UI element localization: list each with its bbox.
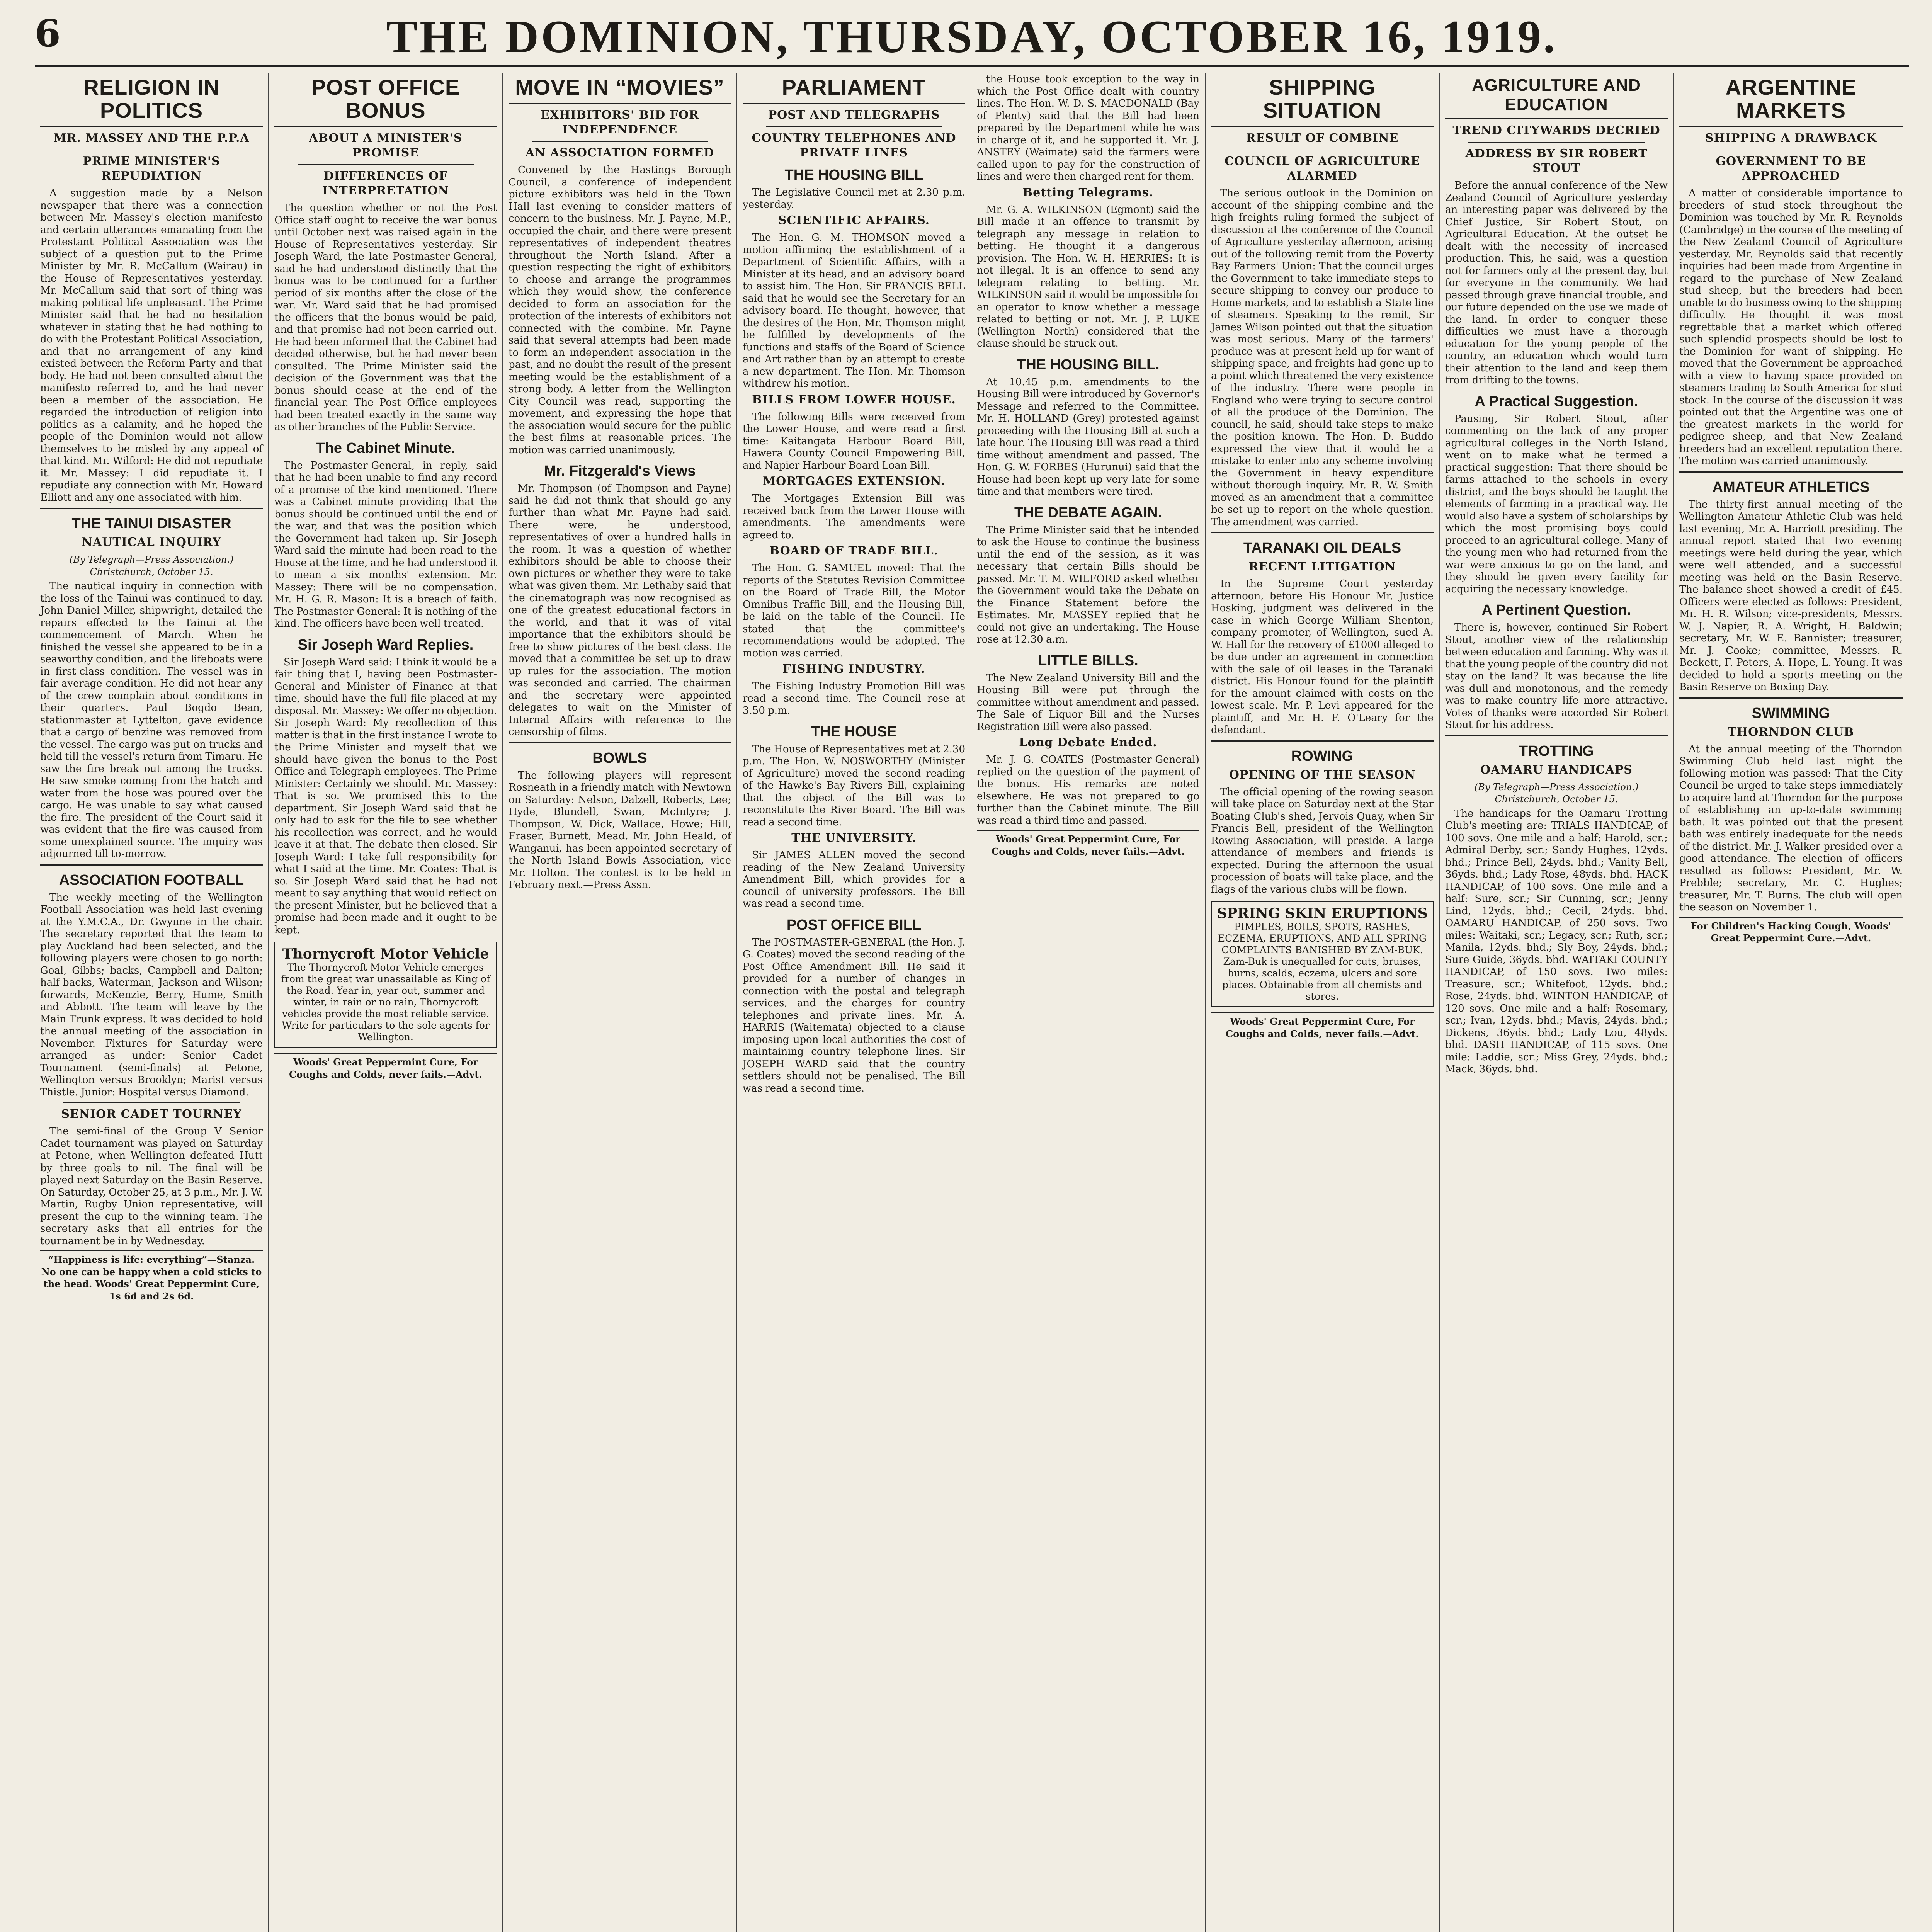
advertisement: Woods' Great Peppermint Cure, For Coughs and Colds, never fails.—Advt.	[977, 830, 1199, 857]
article-body: The House of Representatives met at 2.30 p.m. The Hon. W. NOSWORTHY (Minister of Agriculture) moved the second reading of the Hawke's Bay Rivers Bill, explaining that the object of the Bill was to reconstitute the River Board. The Bill was read a second time.	[743, 743, 965, 828]
article-body: The nautical inquiry in connection with the loss of the Tainui was continued to-day. John Daniel Miller, shipwright, detailed the repairs effected to the Tainui at the commencement of March. When he finished the vessel she appeared to be in a seaworthy condition, and the lifeboats were in first-class condition. The vessel was in fair average condition. He did not hear any of the crew complain about conditions in their quarters. Paul Bogdo Bean, stationmaster at Lyttelton, gave evidence that a cargo of benzine was removed from the vessel. The cargo was put on trucks and held till the vessel's return from Timaru. He saw the fire break out among the trucks. He saw smoke coming from the hatch and water from the hose was poured over the cargo. He was unable to say what caused the fire. The president of the Court said it was evident that the fire was caused from some unexplained source. The inquiry was adjourned till to-morrow.	[40, 580, 263, 860]
column-2	[269, 73, 503, 1932]
headline-trotting: TROTTING	[1519, 743, 1594, 759]
article-body: In the Supreme Court yesterday afternoon, before His Honour Mr. Justice Hosking, judgment was delivered in the case in which George William Shenton, company promoter, of Wellington, sued A. W. Hall for the recovery of £1000 alleged to be due under an agreement in connection with the sale of oil leases in the Taranaki district. His Honour found for the plaintiff for the amount claimed with costs on the lowest scale. Mr. P. Levi appeared for the plaintiff, and Mr. H. F. O'Leary for the defendant.	[1211, 578, 1434, 736]
advert-title: Thornycroft Motor Vehicle	[282, 946, 489, 962]
rule	[63, 1102, 240, 1103]
article-body: The following players will represent Rosneath in a friendly match with Newtown on Saturday: Nelson, Dalzell, Roberts, Lee; Hyde, Blundell, Swan, McIntyre; J. Thompson, W. Dick, Wallace, Howe; Hill, Fraser, Burnett, Mead. Mr. John Heald, of Wanganui, has been appointed secretary of the North Island Bowls Association, vice Mr. Holton. The contest is to be held in February next.—Press Assn.	[509, 769, 731, 891]
section-the-house: THE HOUSE	[811, 723, 897, 740]
headline-agriculture: AGRICULTURE AND EDUCATION	[1472, 76, 1641, 114]
newspaper-title: THE DOMINION, THURSDAY, OCTOBER 16, 1919.	[386, 11, 1557, 62]
article-body: Before the annual conference of the New Zealand Council of Agriculture yesterday an interesting paper was delivered by the Chief Justice, Sir Robert Stout, on Agricultural Education. At the outset he dealt with the necessity of increased production. This, he said, was a question not for farmers only at the present day, but for everyone in the community. We had passed through grave financial trouble, and our future depended on the use we made of the land. In order to conquer these difficulties we must have a thorough education for the young people of the country, an education which would turn their attention to the land and keep them from drifting to the towns.	[1445, 180, 1668, 386]
article-body: The following Bills were received from the Lower House, and were read a first time: Kaitangata Harbour Board Bill, Hawera County Council Empowering Bill, and Napier Harbour Board Loan Bill.	[743, 411, 965, 471]
section-pertinent: A Pertinent Question.	[1481, 602, 1631, 618]
subhead-post-telegraphs: POST AND TELEGRAPHS	[768, 108, 940, 122]
column-4	[737, 73, 971, 1932]
rule	[1211, 532, 1434, 533]
section-scientific: SCIENTIFIC AFFAIRS.	[778, 214, 930, 227]
advertisement: Woods' Great Peppermint Cure, For Coughs and Colds, never fails.—Advt.	[1211, 1012, 1434, 1040]
section-practical: A Practical Suggestion.	[1475, 393, 1638, 410]
section-post-office-bill: POST OFFICE BILL	[786, 917, 922, 933]
section-cabinet-minute: The Cabinet Minute.	[316, 440, 456, 456]
section-board-of-trade: BOARD OF TRADE BILL.	[769, 544, 939, 558]
rule	[1445, 118, 1668, 119]
section-betting: Betting Telegrams.	[1022, 185, 1154, 199]
article-body: The New Zealand University Bill and the Housing Bill were put through the committee without amendment and passed. The Sale of Liquor Bill and the Nurses Registration Bill were also passed.	[977, 672, 1199, 733]
subhead-council: COUNCIL OF AGRICULTURE ALARMED	[1225, 155, 1420, 183]
subhead-repudiation: PRIME MINISTER'S REPUDIATION	[83, 155, 220, 183]
column-5	[971, 73, 1206, 1932]
rule	[509, 742, 731, 743]
column-6	[1206, 73, 1440, 1932]
subhead-government: GOVERNMENT TO BE APPROACHED	[1716, 155, 1866, 183]
headline-post-office-bonus: POST OFFICE BONUS	[311, 75, 460, 122]
dateline: (By Telegraph—Press Association.) Christchurch, October 15.	[69, 554, 234, 577]
rule	[1445, 735, 1668, 736]
subhead-association: AN ASSOCIATION FORMED	[525, 146, 714, 160]
subhead-shipping-drawback: SHIPPING A DRAWBACK	[1705, 131, 1877, 145]
article-body: A suggestion made by a Nelson newspaper that there was a connection between Mr. Massey's election manifesto and certain utterances emanating from the Protestant Political Association was the subject of a question put to the Prime Minister by Mr. R. McCallum (Wairau) in the House of Representatives yesterday. Mr. McCallum said that sort of thing was making political life unpleasant. The Prime Minister said that he had no hesitation whatever in stating that he had nothing to do with the Protestant Political Association, and that no arrangement of any kind existed between the Reform Party and that body. He had not been consulted about the manifesto referred to, and he had never been a member of the association. He regarded the introduction of religion into politics as a calamity, and he hoped the people of the Dominion would not allow themselves to be misled by any appeal of that kind. Mr. Wilford: He did not repudiate it. Mr. Massey: I did repudiate it. I repudiate any connection with Mr. Howard Elliott and any one associated with him.	[40, 187, 263, 503]
headline-rowing: ROWING	[1291, 748, 1354, 764]
section-bills-lower-house: BILLS FROM LOWER HOUSE.	[752, 393, 956, 406]
article-body: The weekly meeting of the Wellington Football Association was held last evening at the Y.M.C.A., Dr. Gwynne in the chair. The secretary reported that the team to play Auckland had been selected, and the following players were chosen to go north: Goal, Gibbs; backs, Campbell and Dalton; half-backs, Waterman, Jackson and Wilson; forwards, McKenzie, Berry, Hume, Smith and Abbott. The team will leave by the Main Trunk express. It was decided to hold the annual meeting of the association in November. Fixtures for Saturday were arranged as under: Senior Cadet Tournament (semi-finals) at Petone, Wellington versus Brooklyn; Marist versus Thistle. Junior: Hospital versus Diamond.	[40, 891, 263, 1098]
article-body: At the annual meeting of the Thorndon Swimming Club held last night the following motion was passed: That the City Council be urged to take steps immediately to acquire land at Thorndon for the purpose of establishing an up-to-date swimming bath. It was pointed out that the present bath was entirely inadequate for the needs of the district. Mr. J. Walker presided over a good attendance. The election of officers resulted as follows: President, Mr. W. Prebble; secretary, Mr. C. Hughes; treasurer, Mr. T. Burns. The club will open the season on November 1.	[1679, 743, 1903, 913]
article-body: The Mortgages Extension Bill was received back from the Lower House with amendments. The amendments were agreed to.	[743, 493, 965, 541]
rule	[1468, 142, 1645, 143]
article-body: Mr. G. A. WILKINSON (Egmont) said the Bill made it an offence to transmit by telegraph any message in relation to betting. He thought it a dangerous provision. The Hon. W. H. HERRIES: It is not illegal. It is an offence to send any telegram relating to betting. Mr. WILKINSON said it would be impossible for an operator to know whether a message related to betting or not. Mr. J. P. LUKE (Wellington North) considered that the clause should be struck out.	[977, 204, 1199, 349]
advert-title: SPRING SKIN ERUPTIONS	[1217, 905, 1428, 922]
article-body: The thirty-first annual meeting of the Wellington Amateur Athletic Club was held last evening, Mr. A. Harriott presiding. The annual report stated that two evening meetings were held during the year, which were well attended, and a successful meeting was held on the Basin Reserve. The balance-sheet showed a credit of £45. Officers were elected as follows: President, Mr. H. R. Wilson; vice-presidents, Messrs. W. J. Napier, R. A. Wright, H. Baldwin; secretary, Mr. W. E. Bannister; treasurer, Mr. J. Cooke; committee, Messrs. R. Beckett, F. Peters, A. Hope, L. Young. It was decided to hold a sports meeting on the Basin Reserve on Boxing Day.	[1679, 498, 1903, 693]
rule	[1679, 697, 1903, 699]
subhead-promise: ABOUT A MINISTER'S PROMISE	[309, 131, 463, 160]
page-number: 6	[35, 12, 61, 55]
rule	[1211, 740, 1434, 742]
article-body: The Postmaster-General, in reply, said that he had been unable to find any record of a promise of the kind mentioned. There was a Cabinet minute providing that the bonus should be continued until the end of the war, and that was the position which the Government had taken up. Sir Joseph Ward said the minute had been read to the House at the time, and he had understood it to mean a six months' extension. Mr. Massey: There will be no compensation. Mr. H. G. R. Mason: It is a breach of faith. The Postmaster-General: It is nothing of the kind. The officers have been well treated.	[274, 459, 497, 629]
rule	[298, 164, 474, 165]
article-body: The semi-final of the Group V Senior Cadet tournament was played on Saturday at Petone, when Wellington defeated Hutt by three goals to nil. The final will be played next Saturday on the Basin Reserve. On Saturday, October 25, at 3 p.m., Mr. J. W. Martin, Rugby Union representative, will present the cup to the winning team. The secretary asks that all entries for the tournament be in by Wednesday.	[40, 1126, 263, 1247]
article-body: The serious outlook in the Dominion on account of the shipping combine and the high freights ruling formed the subject of discussion at the conference of the Council of Agriculture yesterday afternoon, arising out of the following remit from the Poverty Bay Farmers' Union: That the council urges the Government to take immediate steps to secure shipping to convey our produce to Home markets, and to establish a State line of steamers. Speaking to the remit, Sir James Wilson pointed out that the situation was most serious. Many of the farmers' produce was at present held up for want of shipping space, and freights had gone up to a point which threatened the very existence of the industry. There were people in England who were trying to secure control of all the produce of the Dominion. The council, he said, should take steps to make the position known. The Hon. D. Buddo expressed the view that it would be a mistake to enter into any scheme involving the Government in heavy expenditure without thorough inquiry. Mr. R. W. Smith moved as an amendment that a committee be set up to report on the whole question. The amendment was carried.	[1211, 187, 1434, 528]
advertisement-box	[274, 942, 497, 1048]
article-body: A matter of considerable importance to breeders of stud stock throughout the Dominion was touched by Mr. R. Reynolds (Cambridge) in the course of the meeting of the New Zealand Council of Agriculture yesterday. Mr. Reynolds said that recently inquiries had been made from Argentine in regard to the purchase of New Zealand stud sheep, but the breeders had been unable to do business owing to the shipping difficulty. He thought it was most regrettable that a market which offered such splendid prospects should be lost to the Dominion for want of shipping. He moved that the Government be approached with a view to having space provided on steamers trading to South America for stud stock. In the course of the discussion it was pointed out that the Argentine was one of the greatest markets in the world for pedigree sheep, and that New Zealand breeders had an excellent reputation there. The motion was carried unanimously.	[1679, 187, 1903, 467]
article-body: the House took exception to the way in which the Post Office dealt with country lines. The Hon. W. D. S. MACDONALD (Bay of Plenty) said that the Bill had been prepared by the Department while he was in charge of it, and he supported it. Mr. J. ANSTEY (Waimate) said the farmers were called upon to pay for the construction of lines and were then charged rent for them.	[977, 73, 1199, 182]
rule	[40, 508, 263, 509]
rule	[1679, 471, 1903, 473]
article-body: Mr. Thompson (of Thompson and Payne) said he did not think that should go any further than what Mr. Payne had said. There were, he understood, representatives of over a hundred halls in the room. It was a question of whether exhibitors should be able to choose their own pictures or whether they were to take what was given them. Mr. Lethaby said that the cinematograph was now recognised as one of the greatest educational factors in the world, and that it was of vital importance that the exhibitors should be free to show pictures of the best class. He moved that a committee be set up to draw up rules for the association. The motion was seconded and carried. The chairman and the secretary were appointed delegates to wait on the Minister of Internal Affairs with reference to the censorship of films.	[509, 483, 731, 738]
section-debate: THE DEBATE AGAIN.	[1014, 504, 1162, 521]
subhead-oamaru: OAMARU HANDICAPS	[1480, 763, 1633, 777]
subhead-cadet: SENIOR CADET TOURNEY	[61, 1107, 242, 1121]
subhead-trend: TREND CITYWARDS DECRIED	[1452, 124, 1660, 137]
article-body: At 10.45 p.m. amendments to the Housing Bill were introduced by Governor's Message and referred to the Committee. Mr. H. HOLLAND (Grey) protested against proceeding with the Housing Bill at such a late hour. The Housing Bill was read a third time without amendment and passed. The Hon. G. W. FORBES (Hurunui) said that the House had been kept up very late for some time and that members were tired.	[977, 376, 1199, 497]
section-mortgages: MORTGAGES EXTENSION.	[762, 474, 946, 488]
subhead-massey: MR. MASSEY AND THE P.P.A	[53, 131, 250, 145]
section-housing: THE HOUSING BILL.	[1017, 356, 1160, 373]
section-housing-bill: THE HOUSING BILL	[784, 167, 923, 183]
advertisement-box	[1211, 901, 1434, 1007]
article-body: The POSTMASTER-GENERAL (the Hon. J. G. Coates) moved the second reading of the Post Office Amendment Bill. He said it provided for a number of changes in connection with the postal and telegraph services, and the charges for country telephones and private lines. Mr. A. HARRIS (Waitemata) objected to a clause imposing upon local authorities the cost of maintaining country telephone lines. Sir JOSEPH WARD said that the country settlers should not be penalised. The Bill was read a second time.	[743, 936, 965, 1094]
subhead-stout: ADDRESS BY SIR ROBERT STOUT	[1465, 147, 1648, 175]
article-body: The question whether or not the Post Office staff ought to receive the war bonus until October next was raised again in the House of Representatives yesterday. Sir Joseph Ward, the late Postmaster-General, said he had understood distinctly that the bonus was to be continued for a further period of six months after the close of the war. Mr. Ward said that he had promised the officers that the bonus would be paid, and that promise had not been carried out. He had been informed that the Cabinet had decided otherwise, but he had never been consulted. The Prime Minister said the decision of the Government was that the bonus should cease at the end of the financial year. The Post Office employees had been treated exactly in the same way as other branches of the Public Service.	[274, 202, 497, 433]
headline-swimming: SWIMMING	[1752, 705, 1830, 721]
subhead-nautical: NAUTICAL INQUIRY	[82, 536, 221, 549]
headline-parliament: PARLIAMENT	[782, 75, 926, 99]
article-body: Mr. J. G. COATES (Postmaster-General) replied on the question of the payment of the bonus. His remarks are noted elsewhere. He was not prepared to go further than the Cabinet minute. The Bill was read a third time and passed.	[977, 754, 1199, 827]
article-body: The handicaps for the Oamaru Trotting Club's meeting are: TRIALS HANDICAP, of 100 sovs. One mile and a half: Harold, scr.; Admiral Derby, scr.; Sandy Hughes, 12yds. bhd.; Prince Bell, 24yds. bhd.; Vanity Bell, 36yds. bhd.; Lady Rose, 48yds. bhd. HACK HANDICAP, of 100 sovs. One mile and a half: Sure, scr.; Sir Cunning, scr.; Jenny Lind, 12yds. bhd.; Cecil, 24yds. bhd. OAMARU HANDICAP, of 250 sovs. Two miles: Waitaki, scr.; Legacy, scr.; Ruth, scr.; Manila, 12yds. bhd.; Sly Boy, 24yds. bhd.; Sure Guide, 36yds. bhd. WAITAKI COUNTY HANDICAP, of 150 sovs. Two miles: Treasure, scr.; Whitefoot, 12yds. bhd.; Rose, 24yds. bhd. WINTON HANDICAP, of 120 sovs. One mile and a half: Rosemary, scr.; Ivan, 12yds. bhd.; Mavis, 24yds. bhd.; Dickens, 36yds. bhd.; Lady Lou, 48yds. bhd. DASH HANDICAP, of 115 sovs. One mile: Laddie, scr.; Miss Grey, 24yds. bhd.; Mack, 36yds. bhd.	[1445, 808, 1668, 1075]
article-body: The official opening of the rowing season will take place on Saturday next at the Star Boating Club's shed, Jervois Quay, when Sir Francis Bell, president of the Wellington Rowing Association, will preside. A large attendance of members and friends is expected. During the afternoon the usual procession of boats will take place, and the flags of the various clubs will be flown.	[1211, 786, 1434, 895]
section-university: THE UNIVERSITY.	[791, 831, 917, 845]
column-8	[1674, 73, 1908, 1932]
rule	[40, 864, 263, 866]
rule	[532, 141, 708, 142]
headline-athletics: AMATEUR ATHLETICS	[1712, 479, 1870, 495]
subhead-opening: OPENING OF THE SEASON	[1229, 768, 1416, 782]
advert-body: The Thornycroft Motor Vehicle emerges from the great war unassailable as King of the Road. Year in, year out, summer and winter, in rain or no rain, Thornycroft vehicles provide the most reliable service. Write for particulars to the sole agents for Wellington.	[281, 962, 490, 1043]
rule	[274, 126, 497, 127]
section-little-bills: LITTLE BILLS.	[1038, 652, 1138, 669]
article-body: Sir JAMES ALLEN moved the second reading of the New Zealand University Amendment Bill, which provides for a council of university professors. The Bill was read a second time.	[743, 849, 965, 910]
article-body: The Hon. G. SAMUEL moved: That the reports of the Statutes Revision Committee on the Board of Trade Bill, the Motor Omnibus Traffic Bill, and the Housing Bill, be laid on the table of the Council. He stated that the committee's recommendations would be adopted. The motion was carried.	[743, 562, 965, 659]
rule	[766, 126, 942, 127]
column-3	[503, 73, 737, 1932]
article-body: There is, however, continued Sir Robert Stout, another view of the relationship between education and farming. Why was it that the young people of the country did not stay on the land? It was because the life was dull and monotonous, and the remedy was to make country life more attractive. Votes of thanks were accorded Sir Robert Stout for his address.	[1445, 622, 1668, 731]
article-body: Sir Joseph Ward said: I think it would be a fair thing that I, having been Postmaster-General and Minister of Finance at that time, should have the full file placed at my disposal. Mr. Massey: We offer no objection. Sir Joseph Ward: My recollection of this matter is that in the first instance I wrote to the Prime Minister and myself that we should have given the bonus to the Post Office and Telegraph employees. The Prime Minister: Certainly we should. Mr. Massey: That is so. We promised this to the department. Sir Joseph Ward said that he only had to ask for the file to see whether his recollection was correct, and he would leave it at that. The debate then closed. Sir Joseph Ward: I take full responsibility for what I said at the time. Mr. Coates: That is so. Sir Joseph Ward said that he had not meant to say anything that would reflect on the present Minister, but he believed that a promise had been made and it ought to be kept.	[274, 656, 497, 936]
column-1	[35, 73, 269, 1932]
subhead-litigation: RECENT LITIGATION	[1248, 560, 1396, 573]
subhead-exhibitors: EXHIBITORS' BID FOR INDEPENDENCE	[541, 108, 699, 136]
advertisement: For Children's Hacking Cough, Woods' Great Peppermint Cure.—Advt.	[1679, 917, 1903, 944]
section-fishing: FISHING INDUSTRY.	[782, 662, 925, 676]
article-body: The Prime Minister said that he intended to ask the House to continue the business until the end of the session, as it was necessary that certain Bills should be passed. Mr. T. M. WILFORD asked whether the Government would take the Debate on the Finance Statement before the Estimates. Mr. MASSEY replied that he could not give an undertaking. The House rose at 12.30 a.m.	[977, 524, 1199, 645]
column-7	[1440, 73, 1674, 1932]
headline-taranaki: TARANAKI OIL DEALS	[1243, 540, 1401, 556]
section-long-debate: Long Debate Ended.	[1019, 736, 1157, 749]
dateline: (By Telegraph—Press Association.) Christchurch, October 15.	[1474, 781, 1639, 804]
rule	[1679, 126, 1903, 127]
article-body: Pausing, Sir Robert Stout, after commenting on the lack of any proper agricultural colleges in the North Island, went on to make what he termed a practical suggestion: That there should be farms attached to the schools in every district, and the boys should be taught the elements of farming in a practical way. He would also have a system of scholarships by which the most promising boys could proceed to an agricultural college. Many of the young men who had returned from the war were anxious to go on the land, and they should be given every facility for acquiring the necessary knowledge.	[1445, 413, 1668, 595]
subhead-combine: RESULT OF COMBINE	[1246, 131, 1399, 145]
subhead-thorndon: THORNDON CLUB	[1728, 725, 1854, 739]
advertisement: “Happiness is life: everything”—Stanza. No one can be happy when a cold sticks to the head. Woods' Great Peppermint Cure, 1s 6d and 2s 6d.	[40, 1250, 263, 1302]
advert-body: PIMPLES, BOILS, SPOTS, RASHES, ECZEMA, ERUPTIONS, AND ALL SPRING COMPLAINTS BANISHED BY ZAM-BUK. Zam-Buk is unequalled for cuts, bruises, burns, scalds, eczema, ulcers and sore places. Obtainable from all chemists and stores.	[1218, 921, 1427, 1002]
rule	[40, 126, 263, 127]
article-body: Convened by the Hastings Borough Council, a conference of independent picture exhibitors was held in the Town Hall last evening to consider matters of concern to the business. Mr. J. Payne, M.P., occupied the chair, and there were present representatives of independent theatres throughout the North Island. After a question respecting the right of exhibitors to choose and arrange the programmes which they would show, the conference decided to form an association for the protection of the interests of exhibitors not connected with the combine. Mr. Payne said that several attempts had been made to form an independent association in the past, and no doubt the result of the present meeting would be the establishment of a strong body. A letter from the Wellington City Council was read, supporting the movement, and expressing the hope that the association would secure for the public the best films at reasonable prices. The motion was carried unanimously.	[509, 164, 731, 456]
section-fitzgerald: Mr. Fitzgerald's Views	[544, 463, 696, 479]
headline-tainui: THE TAINUI DISASTER	[71, 515, 231, 532]
article-body: The Fishing Industry Promotion Bill was read a second time. The Council rose at 3.50 p.m.	[743, 680, 965, 716]
headline-football: ASSOCIATION FOOTBALL	[59, 872, 244, 888]
columns	[35, 73, 1909, 1932]
headline-religion-in-politics: RELIGION IN POLITICS	[83, 75, 220, 122]
headline-movies: MOVE IN “MOVIES”	[515, 75, 724, 99]
headline-argentine: ARGENTINE MARKETS	[1725, 75, 1857, 122]
section-ward-replies: Sir Joseph Ward Replies.	[298, 636, 474, 653]
subhead-differences: DIFFERENCES OF INTERPRETATION	[322, 169, 449, 197]
headline-shipping: SHIPPING SITUATION	[1263, 75, 1382, 122]
rule	[743, 103, 965, 104]
subhead-country-telephones: COUNTRY TELEPHONES AND PRIVATE LINES	[752, 131, 956, 160]
rule	[1211, 126, 1434, 127]
masthead	[35, 7, 1909, 67]
headline-bowls: BOWLS	[592, 750, 647, 766]
rule	[509, 103, 731, 104]
article-body: The Hon. G. M. THOMSON moved a motion affirming the establishment of a Department of Scientific Affairs, with a Minister at its head, and an advisory board to assist him. The Hon. Sir FRANCIS BELL said that he would see the Secretary for an advisory board. He thought, however, that the desires of the Hon. Mr. Thomson might be fulfilled by developments of the functions and staffs of the Board of Science and Art rather than by an attempt to create a new department. The Hon. Mr. Thomson withdrew his motion.	[743, 232, 965, 389]
advertisement: Woods' Great Peppermint Cure, For Coughs and Colds, never fails.—Advt.	[274, 1053, 497, 1080]
article-body: The Legislative Council met at 2.30 p.m. yesterday.	[743, 187, 965, 211]
